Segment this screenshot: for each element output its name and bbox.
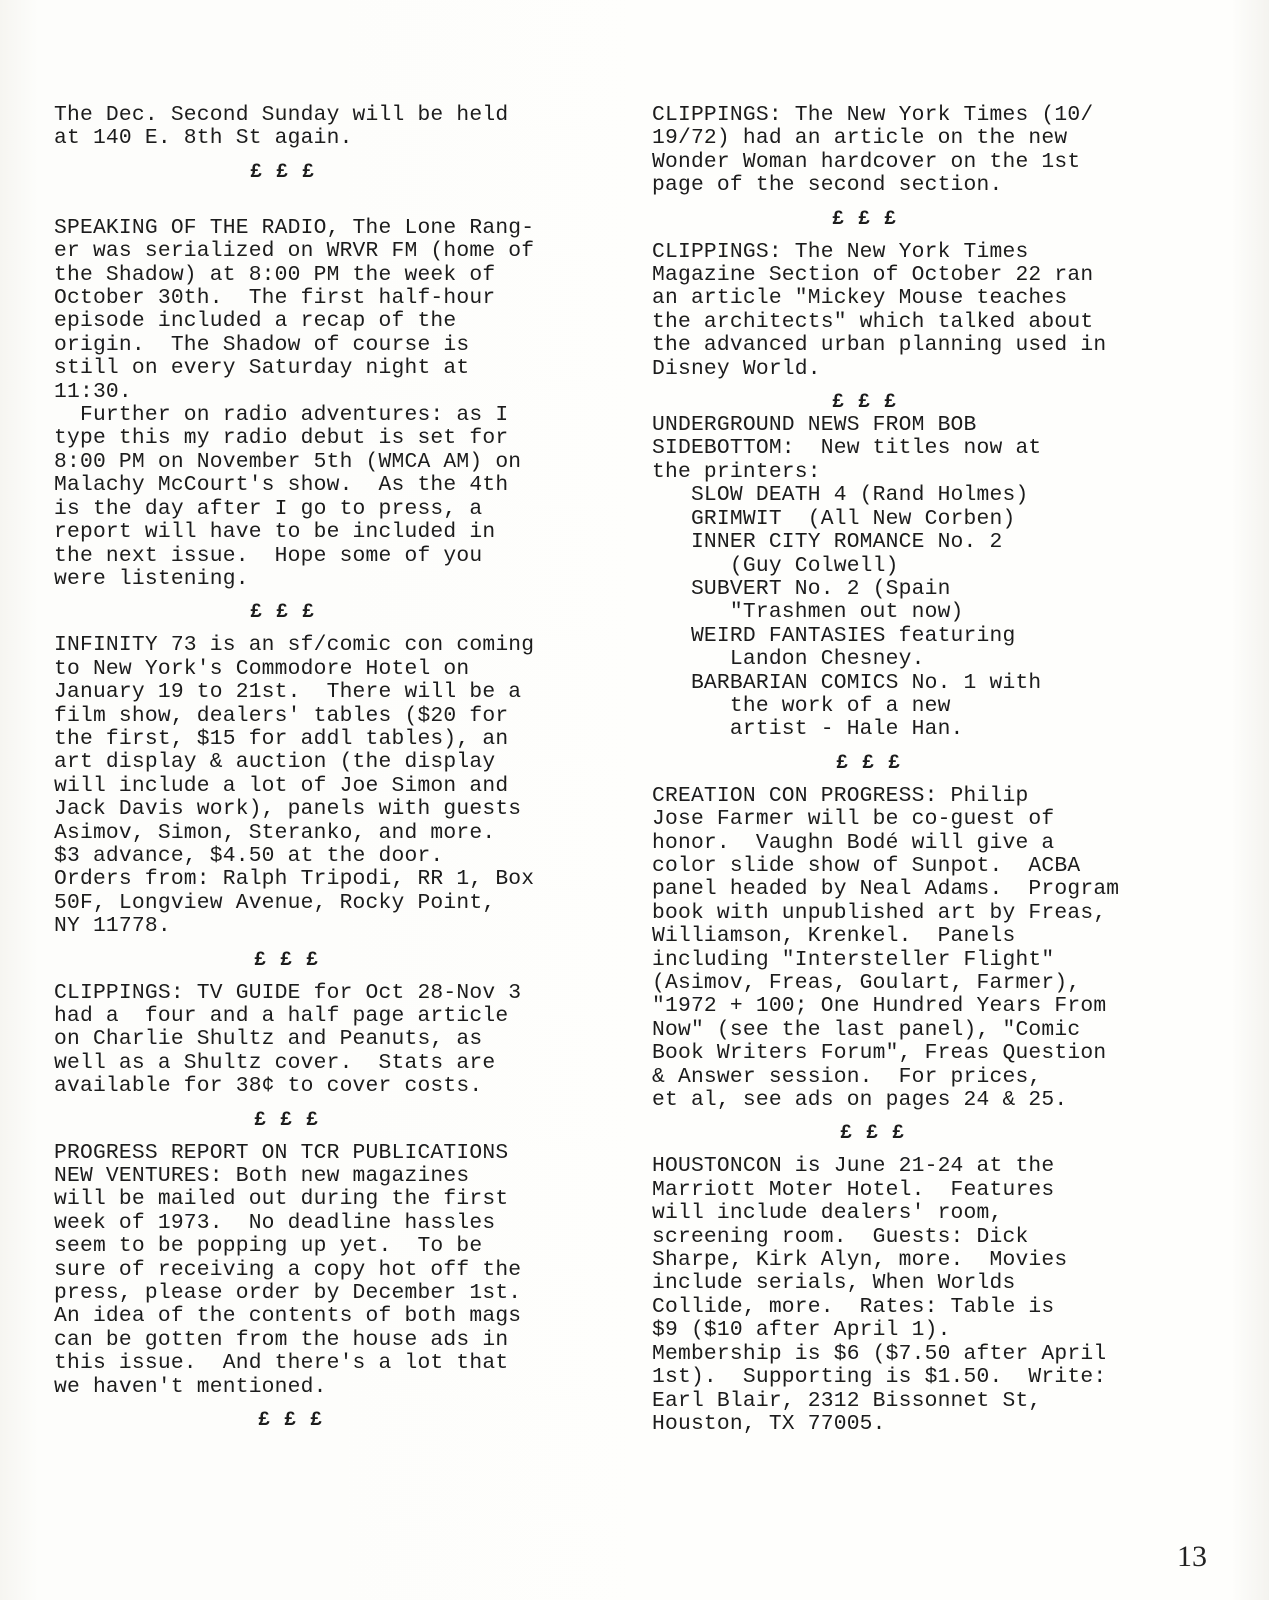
pound-divider: £ £ £ [250, 601, 316, 625]
tv-guide-clipping-item: CLIPPINGS: TV GUIDE for Oct 28-Nov 3 had a four and a half page article on Charlie Shultz and Peanuts, as well as a Shultz cover. Stats are available for 38¢ to cover costs. [54, 980, 522, 1099]
second-sunday-item: The Dec. Second Sunday will be held at 140 E. 8th St again. [54, 103, 509, 151]
infinity-73-item: INFINITY 73 is an sf/comic con coming to New York's Commodore Hotel on January 19 to 21st. There will be a film show, dealers' tables ($20 for the first, $15 for addl tables), an art display & auction (the display will include a lot of Joe Simon and Jack Davis work), panels with guests Asimov, Simon, Steranko, and more. $3 advance, $4.50 at the door. Orders from: Ralph Tripodi, RR 1, Box 50F, Longview Avenue, Rocky Point, NY 11778. [54, 633, 535, 939]
pound-divider: £ £ £ [832, 391, 898, 415]
pound-divider: £ £ £ [836, 751, 902, 775]
creation-con-item: CREATION CON PROGRESS: Philip Jose Farmer will be co-guest of honor. Vaughn Bodé will give a color slide show of Sunpot. ACBA panel headed by Neal Adams. Program book with unpublished art by Freas, Williamson, Krenkel. Panels including "Intersteller Flight" (Asimov, Freas, Goulart, Farmer), "1972 + 100; One Hundred Years From Now" (see the last panel), "Comic Book Writers Forum", Freas Question & Answer session. For prices, et al, see ads on pages 24 & 25. [652, 783, 1120, 1113]
houstoncon-item: HOUSTONCON is June 21-24 at the Marriott Moter Hotel. Features will include dealers' room, screening room. Guests: Dick Sharpe, Kirk Alyn, more. Movies include serials, When Worlds Collide, more. Rates: Table is $9 ($10 after April 1). Membership is $6 ($7.50 after April 1st). Supporting is $1.50. Write: Earl Blair, 2312 Bissonnet St, Houston, TX 77005. [652, 1154, 1107, 1436]
page-number: 13 [1177, 1540, 1207, 1573]
pound-divider: £ £ £ [258, 1409, 324, 1433]
radio-item: SPEAKING OF THE RADIO, The Lone Rang- er was serialized on WRVR FM (home of the Shadow) at 8:00 PM the week of October 30th. The first half-hour episode included a recap of the origin. The Shadow of course is still on every Saturday night at 11:30. Further on radio adventures: as I type this my radio debut is set for 8:00 PM on November 5th (WMCA AM) on Malachy McCourt's show. As the 4th is the day after I go to press, a report will have to be included in the next issue. Hope some of you were listening. [54, 215, 535, 591]
pound-divider: £ £ £ [840, 1122, 906, 1146]
underground-news-item: UNDERGROUND NEWS FROM BOB SIDEBOTTOM: New titles now at the printers: SLOW DEATH 4 (Rand Holmes) GRIMWIT (All New Corben) INNER CITY ROMANCE No. 2 (Guy Colwell) SUBVERT No. 2 (Spain "Trashmen out now) WEIRD FANTASIES featuring Landon Chesney. BARBARIAN COMICS No. 1 with the work of a new artist - Hale Han. [652, 413, 1042, 742]
pound-divider: £ £ £ [254, 948, 320, 972]
pound-divider: £ £ £ [254, 1108, 320, 1132]
right-column [652, 104, 1192, 1436]
pound-divider: £ £ £ [832, 207, 898, 231]
nyt-mickey-mouse-clipping-item: CLIPPINGS: The New York Times Magazine Section of October 22 ran an article "Mickey Mouse teaches the architects" which talked about the advanced urban planning used in Disney World. [652, 239, 1107, 381]
left-column [54, 104, 594, 1432]
nyt-wonder-woman-clipping-item: CLIPPINGS: The New York Times (10/ 19/72) had an article on the new Wonder Woman hardcover on the 1st page of the second section. [652, 103, 1094, 198]
tcr-progress-report-item: PROGRESS REPORT ON TCR PUBLICATIONS NEW VENTURES: Both new magazines will be mailed out during the first week of 1973. No deadline hassles seem to be popping up yet. To be sure of receiving a copy hot off the press, please order by December 1st. An idea of the contents of both mags can be gotten from the house ads in this issue. And there's a lot that we haven't mentioned. [54, 1140, 522, 1399]
pound-divider: £ £ £ [250, 160, 316, 184]
